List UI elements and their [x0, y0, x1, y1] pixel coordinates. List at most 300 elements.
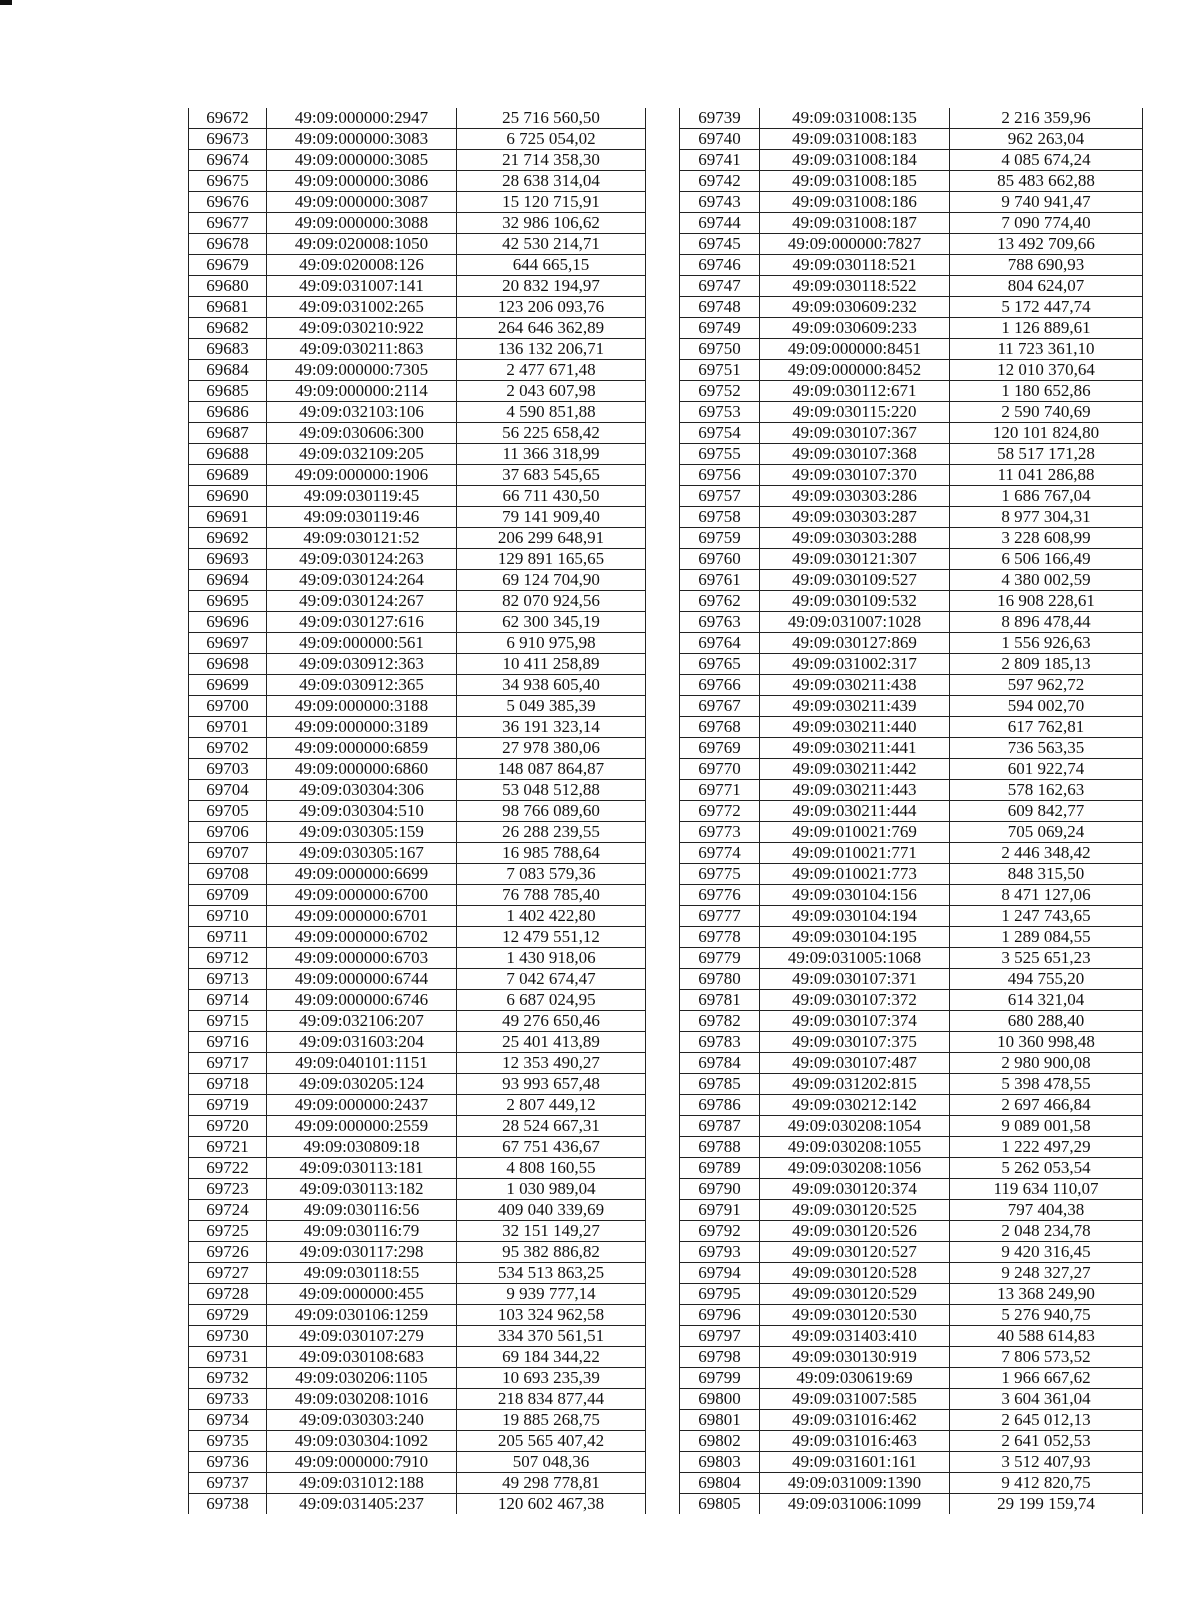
table-row — [189, 171, 646, 192]
cadastral-number-cell: 49:09:030118:55 — [267, 1263, 457, 1284]
table-row — [189, 192, 646, 213]
table-row — [680, 1221, 1143, 1242]
value-cell: 136 132 206,71 — [457, 339, 646, 360]
cadastral-number-cell: 49:09:030809:18 — [267, 1137, 457, 1158]
table-row — [189, 1221, 646, 1242]
record-number-cell: 69690 — [189, 486, 267, 507]
cadastral-number-cell: 49:09:030121:307 — [760, 549, 950, 570]
cadastral-number-cell: 49:09:040101:1151 — [267, 1053, 457, 1074]
record-number-cell: 69755 — [680, 444, 760, 465]
table-row — [680, 1368, 1143, 1389]
value-cell: 69 184 344,22 — [457, 1347, 646, 1368]
value-cell: 16 908 228,61 — [950, 591, 1143, 612]
value-cell: 507 048,36 — [457, 1452, 646, 1473]
right-table — [679, 108, 1143, 1514]
value-cell: 19 885 268,75 — [457, 1410, 646, 1431]
value-cell: 28 524 667,31 — [457, 1116, 646, 1137]
cadastral-number-cell: 49:09:031012:188 — [267, 1473, 457, 1494]
cadastral-number-cell: 49:09:030116:79 — [267, 1221, 457, 1242]
table-row — [680, 864, 1143, 885]
record-number-cell: 69776 — [680, 885, 760, 906]
table-row — [189, 549, 646, 570]
cadastral-number-cell: 49:09:031202:815 — [760, 1074, 950, 1095]
table-row — [189, 402, 646, 423]
table-row — [680, 465, 1143, 486]
value-cell: 10 693 235,39 — [457, 1368, 646, 1389]
table-row — [680, 1263, 1143, 1284]
table-row — [680, 1095, 1143, 1116]
value-cell: 12 479 551,12 — [457, 927, 646, 948]
record-number-cell: 69744 — [680, 213, 760, 234]
table-row — [189, 381, 646, 402]
value-cell: 36 191 323,14 — [457, 717, 646, 738]
cadastral-number-cell: 49:09:000000:3086 — [267, 171, 457, 192]
table-row — [680, 1074, 1143, 1095]
cadastral-number-cell: 49:09:000000:6699 — [267, 864, 457, 885]
record-number-cell: 69782 — [680, 1011, 760, 1032]
left-column — [188, 108, 645, 1514]
value-cell: 58 517 171,28 — [950, 444, 1143, 465]
table-row — [189, 654, 646, 675]
table-row — [189, 1242, 646, 1263]
cadastral-number-cell: 49:09:020008:1050 — [267, 234, 457, 255]
cadastral-number-cell: 49:09:030211:441 — [760, 738, 950, 759]
value-cell: 617 762,81 — [950, 717, 1143, 738]
record-number-cell: 69728 — [189, 1284, 267, 1305]
right-table-body — [680, 108, 1143, 1514]
record-number-cell: 69747 — [680, 276, 760, 297]
table-row — [680, 738, 1143, 759]
table-row — [680, 1473, 1143, 1494]
value-cell: 680 288,40 — [950, 1011, 1143, 1032]
cadastral-number-cell: 49:09:030120:530 — [760, 1305, 950, 1326]
record-number-cell: 69735 — [189, 1431, 267, 1452]
record-number-cell: 69794 — [680, 1263, 760, 1284]
cadastral-number-cell: 49:09:031002:317 — [760, 654, 950, 675]
value-cell: 594 002,70 — [950, 696, 1143, 717]
record-number-cell: 69717 — [189, 1053, 267, 1074]
cadastral-number-cell: 49:09:030107:279 — [267, 1326, 457, 1347]
cadastral-number-cell: 49:09:030118:522 — [760, 276, 950, 297]
value-cell: 9 089 001,58 — [950, 1116, 1143, 1137]
value-cell: 3 604 361,04 — [950, 1389, 1143, 1410]
table-row — [189, 738, 646, 759]
table-row — [189, 906, 646, 927]
record-number-cell: 69763 — [680, 612, 760, 633]
value-cell: 1 030 989,04 — [457, 1179, 646, 1200]
record-number-cell: 69736 — [189, 1452, 267, 1473]
cadastral-number-cell: 49:09:030113:181 — [267, 1158, 457, 1179]
cadastral-number-cell: 49:09:000000:2114 — [267, 381, 457, 402]
value-cell: 82 070 924,56 — [457, 591, 646, 612]
cadastral-number-cell: 49:09:000000:6860 — [267, 759, 457, 780]
cadastral-number-cell: 49:09:031016:463 — [760, 1431, 950, 1452]
table-row — [680, 1389, 1143, 1410]
record-number-cell: 69765 — [680, 654, 760, 675]
value-cell: 705 069,24 — [950, 822, 1143, 843]
value-cell: 10 360 998,48 — [950, 1032, 1143, 1053]
record-number-cell: 69783 — [680, 1032, 760, 1053]
value-cell: 1 430 918,06 — [457, 948, 646, 969]
table-row — [189, 465, 646, 486]
cadastral-number-cell: 49:09:000000:1906 — [267, 465, 457, 486]
record-number-cell: 69780 — [680, 969, 760, 990]
value-cell: 6 725 054,02 — [457, 129, 646, 150]
record-number-cell: 69689 — [189, 465, 267, 486]
record-number-cell: 69764 — [680, 633, 760, 654]
cadastral-number-cell: 49:09:030606:300 — [267, 423, 457, 444]
value-cell: 129 891 165,65 — [457, 549, 646, 570]
record-number-cell: 69707 — [189, 843, 267, 864]
cadastral-number-cell: 49:09:030116:56 — [267, 1200, 457, 1221]
record-number-cell: 69695 — [189, 591, 267, 612]
record-number-cell: 69696 — [189, 612, 267, 633]
value-cell: 4 380 002,59 — [950, 570, 1143, 591]
cadastral-number-cell: 49:09:030127:616 — [267, 612, 457, 633]
value-cell: 11 366 318,99 — [457, 444, 646, 465]
record-number-cell: 69697 — [189, 633, 267, 654]
table-row — [680, 591, 1143, 612]
record-number-cell: 69675 — [189, 171, 267, 192]
cadastral-number-cell: 49:09:000000:6859 — [267, 738, 457, 759]
value-cell: 1 180 652,86 — [950, 381, 1143, 402]
record-number-cell: 69788 — [680, 1137, 760, 1158]
value-cell: 26 288 239,55 — [457, 822, 646, 843]
cadastral-number-cell: 49:09:030211:442 — [760, 759, 950, 780]
cadastral-number-cell: 49:09:030107:370 — [760, 465, 950, 486]
cadastral-number-cell: 49:09:000000:561 — [267, 633, 457, 654]
table-row — [189, 234, 646, 255]
record-number-cell: 69792 — [680, 1221, 760, 1242]
record-number-cell: 69778 — [680, 927, 760, 948]
cadastral-number-cell: 49:09:030119:45 — [267, 486, 457, 507]
cadastral-number-cell: 49:09:030120:374 — [760, 1179, 950, 1200]
value-cell: 11 723 361,10 — [950, 339, 1143, 360]
record-number-cell: 69785 — [680, 1074, 760, 1095]
record-number-cell: 69751 — [680, 360, 760, 381]
value-cell: 494 755,20 — [950, 969, 1143, 990]
value-cell: 1 966 667,62 — [950, 1368, 1143, 1389]
record-number-cell: 69797 — [680, 1326, 760, 1347]
cadastral-number-cell: 49:09:031405:237 — [267, 1494, 457, 1515]
record-number-cell: 69734 — [189, 1410, 267, 1431]
value-cell: 3 525 651,23 — [950, 948, 1143, 969]
value-cell: 2 645 012,13 — [950, 1410, 1143, 1431]
record-number-cell: 69779 — [680, 948, 760, 969]
cadastral-number-cell: 49:09:030208:1016 — [267, 1389, 457, 1410]
value-cell: 85 483 662,88 — [950, 171, 1143, 192]
cadastral-number-cell: 49:09:000000:2437 — [267, 1095, 457, 1116]
value-cell: 2 446 348,42 — [950, 843, 1143, 864]
value-cell: 16 985 788,64 — [457, 843, 646, 864]
table-row — [680, 843, 1143, 864]
record-number-cell: 69724 — [189, 1200, 267, 1221]
table-row — [680, 675, 1143, 696]
record-number-cell: 69705 — [189, 801, 267, 822]
value-cell: 25 716 560,50 — [457, 108, 646, 129]
cadastral-number-cell: 49:09:000000:6700 — [267, 885, 457, 906]
left-table — [188, 108, 646, 1514]
cadastral-number-cell: 49:09:030304:510 — [267, 801, 457, 822]
record-number-cell: 69722 — [189, 1158, 267, 1179]
value-cell: 218 834 877,44 — [457, 1389, 646, 1410]
record-number-cell: 69770 — [680, 759, 760, 780]
cadastral-number-cell: 49:09:031008:186 — [760, 192, 950, 213]
table-row — [189, 1494, 646, 1515]
record-number-cell: 69702 — [189, 738, 267, 759]
table-row — [189, 633, 646, 654]
cadastral-number-cell: 49:09:031007:141 — [267, 276, 457, 297]
table-row — [189, 822, 646, 843]
record-number-cell: 69803 — [680, 1452, 760, 1473]
value-cell: 848 315,50 — [950, 864, 1143, 885]
record-number-cell: 69676 — [189, 192, 267, 213]
record-number-cell: 69789 — [680, 1158, 760, 1179]
table-row — [189, 1305, 646, 1326]
record-number-cell: 69719 — [189, 1095, 267, 1116]
value-cell: 4 590 851,88 — [457, 402, 646, 423]
table-row — [680, 444, 1143, 465]
record-number-cell: 69737 — [189, 1473, 267, 1494]
record-number-cell: 69787 — [680, 1116, 760, 1137]
table-row — [189, 507, 646, 528]
record-number-cell: 69800 — [680, 1389, 760, 1410]
cadastral-number-cell: 49:09:030205:124 — [267, 1074, 457, 1095]
record-number-cell: 69790 — [680, 1179, 760, 1200]
record-number-cell: 69761 — [680, 570, 760, 591]
cadastral-number-cell: 49:09:030208:1055 — [760, 1137, 950, 1158]
table-row — [680, 276, 1143, 297]
cadastral-number-cell: 49:09:030124:267 — [267, 591, 457, 612]
cadastral-number-cell: 49:09:000000:3087 — [267, 192, 457, 213]
cadastral-number-cell: 49:09:030107:368 — [760, 444, 950, 465]
cadastral-number-cell: 49:09:000000:3085 — [267, 150, 457, 171]
cadastral-number-cell: 49:09:030211:863 — [267, 339, 457, 360]
table-row — [189, 360, 646, 381]
value-cell: 93 993 657,48 — [457, 1074, 646, 1095]
record-number-cell: 69757 — [680, 486, 760, 507]
table-row — [680, 297, 1143, 318]
value-cell: 614 321,04 — [950, 990, 1143, 1011]
record-number-cell: 69729 — [189, 1305, 267, 1326]
table-row — [680, 150, 1143, 171]
value-cell: 597 962,72 — [950, 675, 1143, 696]
value-cell: 29 199 159,74 — [950, 1494, 1143, 1515]
cadastral-number-cell: 49:09:031007:1028 — [760, 612, 950, 633]
record-number-cell: 69753 — [680, 402, 760, 423]
cadastral-number-cell: 49:09:032106:207 — [267, 1011, 457, 1032]
record-number-cell: 69740 — [680, 129, 760, 150]
cadastral-number-cell: 49:09:030121:52 — [267, 528, 457, 549]
table-row — [189, 591, 646, 612]
value-cell: 2 043 607,98 — [457, 381, 646, 402]
value-cell: 578 162,63 — [950, 780, 1143, 801]
record-number-cell: 69714 — [189, 990, 267, 1011]
cadastral-number-cell: 49:09:030208:1056 — [760, 1158, 950, 1179]
cadastral-number-cell: 49:09:030912:365 — [267, 675, 457, 696]
table-row — [680, 696, 1143, 717]
value-cell: 1 686 767,04 — [950, 486, 1143, 507]
cadastral-number-cell: 49:09:030109:532 — [760, 591, 950, 612]
record-number-cell: 69742 — [680, 171, 760, 192]
value-cell: 6 910 975,98 — [457, 633, 646, 654]
cadastral-number-cell: 49:09:031008:184 — [760, 150, 950, 171]
cadastral-number-cell: 49:09:030124:263 — [267, 549, 457, 570]
record-number-cell: 69708 — [189, 864, 267, 885]
table-row — [680, 213, 1143, 234]
table-row — [189, 255, 646, 276]
cadastral-number-cell: 49:09:000000:3189 — [267, 717, 457, 738]
value-cell: 62 300 345,19 — [457, 612, 646, 633]
record-number-cell: 69680 — [189, 276, 267, 297]
table-row — [680, 1410, 1143, 1431]
record-number-cell: 69723 — [189, 1179, 267, 1200]
table-row — [189, 528, 646, 549]
cadastral-number-cell: 49:09:030303:240 — [267, 1410, 457, 1431]
cadastral-number-cell: 49:09:030107:372 — [760, 990, 950, 1011]
cadastral-number-cell: 49:09:030124:264 — [267, 570, 457, 591]
cadastral-number-cell: 49:09:030206:1105 — [267, 1368, 457, 1389]
value-cell: 119 634 110,07 — [950, 1179, 1143, 1200]
cadastral-number-cell: 49:09:000000:7305 — [267, 360, 457, 381]
table-row — [680, 402, 1143, 423]
cadastral-number-cell: 49:09:000000:7827 — [760, 234, 950, 255]
cadastral-number-cell: 49:09:030210:922 — [267, 318, 457, 339]
cadastral-number-cell: 49:09:030109:527 — [760, 570, 950, 591]
cadastral-number-cell: 49:09:031007:585 — [760, 1389, 950, 1410]
value-cell: 962 263,04 — [950, 129, 1143, 150]
table-row — [189, 927, 646, 948]
value-cell: 2 477 671,48 — [457, 360, 646, 381]
cadastral-number-cell: 49:09:030211:440 — [760, 717, 950, 738]
table-row — [680, 171, 1143, 192]
cadastral-number-cell: 49:09:030107:371 — [760, 969, 950, 990]
record-number-cell: 69748 — [680, 297, 760, 318]
cadastral-number-cell: 49:09:030117:298 — [267, 1242, 457, 1263]
record-number-cell: 69688 — [189, 444, 267, 465]
record-number-cell: 69718 — [189, 1074, 267, 1095]
table-row — [680, 969, 1143, 990]
record-number-cell: 69716 — [189, 1032, 267, 1053]
record-number-cell: 69730 — [189, 1326, 267, 1347]
table-row — [680, 990, 1143, 1011]
value-cell: 25 401 413,89 — [457, 1032, 646, 1053]
value-cell: 123 206 093,76 — [457, 297, 646, 318]
value-cell: 37 683 545,65 — [457, 465, 646, 486]
value-cell: 1 222 497,29 — [950, 1137, 1143, 1158]
cadastral-number-cell: 49:09:030912:363 — [267, 654, 457, 675]
cadastral-number-cell: 49:09:000000:3083 — [267, 129, 457, 150]
record-number-cell: 69773 — [680, 822, 760, 843]
value-cell: 13 368 249,90 — [950, 1284, 1143, 1305]
record-number-cell: 69784 — [680, 1053, 760, 1074]
record-number-cell: 69801 — [680, 1410, 760, 1431]
table-row — [189, 675, 646, 696]
cadastral-number-cell: 49:09:030113:182 — [267, 1179, 457, 1200]
table-row — [189, 1095, 646, 1116]
value-cell: 6 506 166,49 — [950, 549, 1143, 570]
table-row — [680, 570, 1143, 591]
cadastral-number-cell: 49:09:030609:233 — [760, 318, 950, 339]
record-number-cell: 69701 — [189, 717, 267, 738]
cadastral-number-cell: 49:09:030211:443 — [760, 780, 950, 801]
right-column — [679, 108, 1142, 1514]
record-number-cell: 69672 — [189, 108, 267, 129]
cadastral-number-cell: 49:09:030304:1092 — [267, 1431, 457, 1452]
cadastral-number-cell: 49:09:031403:410 — [760, 1326, 950, 1347]
record-number-cell: 69775 — [680, 864, 760, 885]
table-row — [189, 1116, 646, 1137]
cadastral-number-cell: 49:09:030305:167 — [267, 843, 457, 864]
table-row — [189, 276, 646, 297]
table-row — [680, 486, 1143, 507]
value-cell: 206 299 648,91 — [457, 528, 646, 549]
value-cell: 8 896 478,44 — [950, 612, 1143, 633]
record-number-cell: 69802 — [680, 1431, 760, 1452]
table-row — [680, 1242, 1143, 1263]
cadastral-number-cell: 49:09:030609:232 — [760, 297, 950, 318]
cadastral-number-cell: 49:09:031016:462 — [760, 1410, 950, 1431]
scan-corner-mark — [0, 0, 12, 5]
value-cell: 2 216 359,96 — [950, 108, 1143, 129]
value-cell: 21 714 358,30 — [457, 150, 646, 171]
cadastral-number-cell: 49:09:031008:187 — [760, 213, 950, 234]
cadastral-number-cell: 49:09:030120:525 — [760, 1200, 950, 1221]
value-cell: 2 590 740,69 — [950, 402, 1143, 423]
record-number-cell: 69791 — [680, 1200, 760, 1221]
record-number-cell: 69691 — [189, 507, 267, 528]
record-number-cell: 69772 — [680, 801, 760, 822]
value-cell: 120 101 824,80 — [950, 423, 1143, 444]
value-cell: 5 276 940,75 — [950, 1305, 1143, 1326]
cadastral-number-cell: 49:09:030118:521 — [760, 255, 950, 276]
value-cell: 736 563,35 — [950, 738, 1143, 759]
value-cell: 5 262 053,54 — [950, 1158, 1143, 1179]
table-row — [680, 612, 1143, 633]
value-cell: 56 225 658,42 — [457, 423, 646, 444]
value-cell: 2 048 234,78 — [950, 1221, 1143, 1242]
cadastral-number-cell: 49:09:031603:204 — [267, 1032, 457, 1053]
record-number-cell: 69727 — [189, 1263, 267, 1284]
cadastral-number-cell: 49:09:010021:769 — [760, 822, 950, 843]
value-cell: 79 141 909,40 — [457, 507, 646, 528]
value-cell: 49 276 650,46 — [457, 1011, 646, 1032]
cadastral-number-cell: 49:09:030120:527 — [760, 1242, 950, 1263]
table-row — [680, 1200, 1143, 1221]
record-number-cell: 69762 — [680, 591, 760, 612]
table-row — [680, 759, 1143, 780]
record-number-cell: 69760 — [680, 549, 760, 570]
table-row — [680, 129, 1143, 150]
record-number-cell: 69679 — [189, 255, 267, 276]
table-row — [189, 1326, 646, 1347]
cadastral-number-cell: 49:09:000000:8451 — [760, 339, 950, 360]
record-number-cell: 69745 — [680, 234, 760, 255]
table-row — [680, 906, 1143, 927]
table-row — [189, 1200, 646, 1221]
record-number-cell: 69682 — [189, 318, 267, 339]
table-row — [189, 1011, 646, 1032]
table-row — [189, 486, 646, 507]
value-cell: 49 298 778,81 — [457, 1473, 646, 1494]
record-number-cell: 69752 — [680, 381, 760, 402]
record-number-cell: 69799 — [680, 1368, 760, 1389]
record-number-cell: 69677 — [189, 213, 267, 234]
cadastral-number-cell: 49:09:032109:205 — [267, 444, 457, 465]
value-cell: 2 807 449,12 — [457, 1095, 646, 1116]
record-number-cell: 69768 — [680, 717, 760, 738]
record-number-cell: 69683 — [189, 339, 267, 360]
